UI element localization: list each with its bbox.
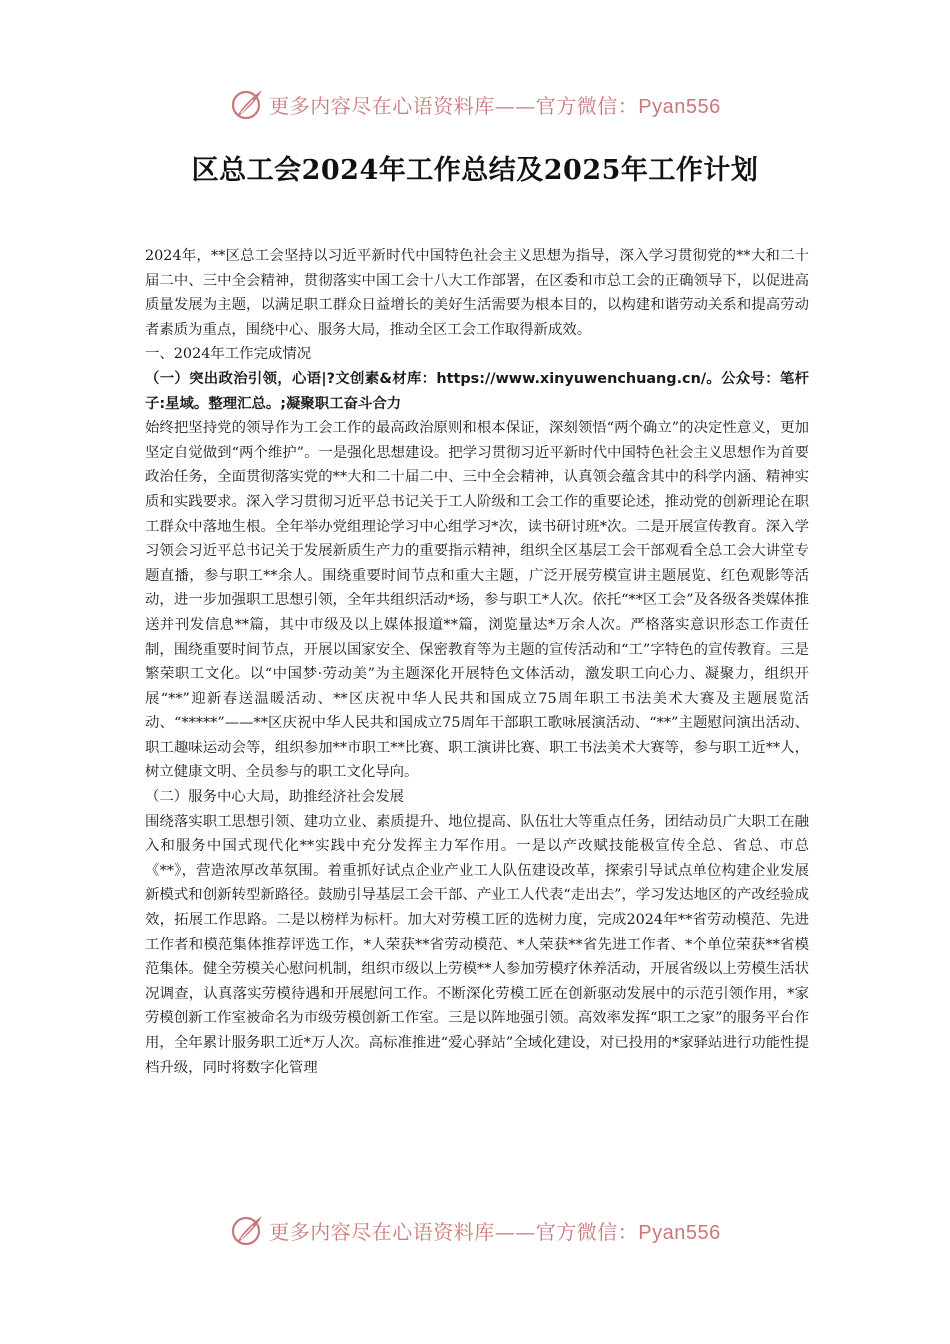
banner-text: 更多内容尽在心语资料库——官方微信：Pyan556 bbox=[269, 1219, 721, 1244]
banner-text: 更多内容尽在心语资料库——官方微信：Pyan556 bbox=[269, 93, 721, 118]
footer-watermark-banner bbox=[0, 1210, 950, 1250]
subsection-heading-1: （一）突出政治引领，心语|?文创素&材库：https://www.xinyuwenchuang.cn/。公众号：笔杆子:星域。整理汇总。;凝聚职工奋斗合力 bbox=[145, 370, 809, 412]
banner-brand: Pyan556 bbox=[638, 95, 721, 118]
section-heading: 一、2024年工作完成情况 bbox=[145, 346, 312, 363]
subsection-heading-2: （二）服务中心大局，助推经济社会发展 bbox=[145, 789, 405, 806]
banner-brand: Pyan556 bbox=[638, 1221, 721, 1244]
quill-logo-icon bbox=[229, 1212, 265, 1248]
quill-logo-icon bbox=[229, 86, 265, 122]
header-watermark-banner bbox=[0, 84, 950, 124]
intro-paragraph: 2024年，**区总工会坚持以习近平新时代中国特色社会主义思想为指导，深入学习贯彻党的**大和二十届二中、三中全会精神，贯彻落实中国工会十八大工作部署，在区委和市总工会的正确领导下，以促进高质量发展为主题，以满足职工群众日益增长的美好生活需要为根本目的，以构建和谐劳动关系和提高劳动者素质为重点，围绕中心、服务大局，推动全区工会工作取得新成效。 bbox=[145, 248, 809, 338]
document-body bbox=[145, 244, 809, 1080]
body-paragraph-2: 围绕落实职工思想引领、建功立业、素质提升、地位提高、队伍壮大等重点任务，团结动员广大职工在融入和服务中国式现代化**实践中充分发挥主力军作用。一是以产改赋技能极宣传全总、省总、市总《**》，营造浓厚改革氛围。着重抓好试点企业产业工人队伍建设改革，探索引导试点单位构建企业发展新模式和创新转型新路径。鼓励引导基层工会干部、产业工人代表“走出去”，学习发达地区的产改经验成效，拓展工作思路。二是以榜样为标杆。加大对劳模工匠的选树力度，完成2024年**省劳动模范、先进工作者和模范集体推荐评选工作，*人荣获**省劳动模范、*人荣获**省先进工作者、*个单位荣获**省模范集体。健全劳模关心慰问机制，组织市级以上劳模**人参加劳模疗休养活动，开展省级以上劳模生活状况调查，认真落实劳模待遇和开展慰问工作。不断深化劳模工匠在创新驱动发展中的示范引领作用，*家劳模创新工作室被命名为市级劳模创新工作室。三是以阵地强引领。高效率发挥“职工之家”的服务平台作用，全年累计服务职工近*万人次。高标准推进“爱心驿站”全域化建设，对已投用的*家驿站进行功能性提档升级，同时将数字化管理 bbox=[145, 813, 809, 1076]
body-paragraph-1: 始终把坚持党的领导作为工会工作的最高政治原则和根本保证，深刻领悟“两个确立”的决定性意义，更加坚定自觉做到“两个维护”。一是强化思想建设。把学习贯彻习近平新时代中国特色社会主义思想作为首要政治任务，全面贯彻落实党的**大和二十届二中、三中全会精神，认真领会蕴含其中的科学内涵、精神实质和实践要求。深入学习贯彻习近平总书记关于工人阶级和工会工作的重要论述，推动党的创新理论在职工群众中落地生根。全年举办党组理论学习中心组学习*次，读书研讨班*次。二是开展宣传教育。深入学习领会习近平总书记关于发展新质生产力的重要指示精神，组织全区基层工会干部观看全总工会大讲堂专题直播，参与职工**余人。围绕重要时间节点和重大主题，广泛开展劳模宣讲主题展览、红色观影等活动，进一步加强职工思想引领，全年共组织活动*场，参与职工*人次。依托“**区工会”及各级各类媒体推送并刊发信息**篇，其中市级及以上媒体报道**篇，浏览量达*万余人次。严格落实意识形态工作责任制，围绕重要时间节点，开展以国家安全、保密教育等为主题的宣传活动和“工”字特色的宣传教育。三是繁荣职工文化。以“中国梦·劳动美”为主题深化开展特色文体活动，激发职工向心力、凝聚力，组织开展“**”迎新春送温暖活动、**区庆祝中华人民共和国成立75周年职工书法美术大赛及主题展览活动、“*****”——**区庆祝中华人民共和国成立75周年干部职工歌咏展演活动、“**”主题慰问演出活动、职工趣味运动会等，组织参加**市职工**比赛、职工演讲比赛、职工书法美术大赛等，参与职工近**人，树立健康文明、全员参与的职工文化导向。 bbox=[145, 420, 809, 781]
document-title: 区总工会2024年工作总结及2025年工作计划 bbox=[191, 155, 759, 186]
